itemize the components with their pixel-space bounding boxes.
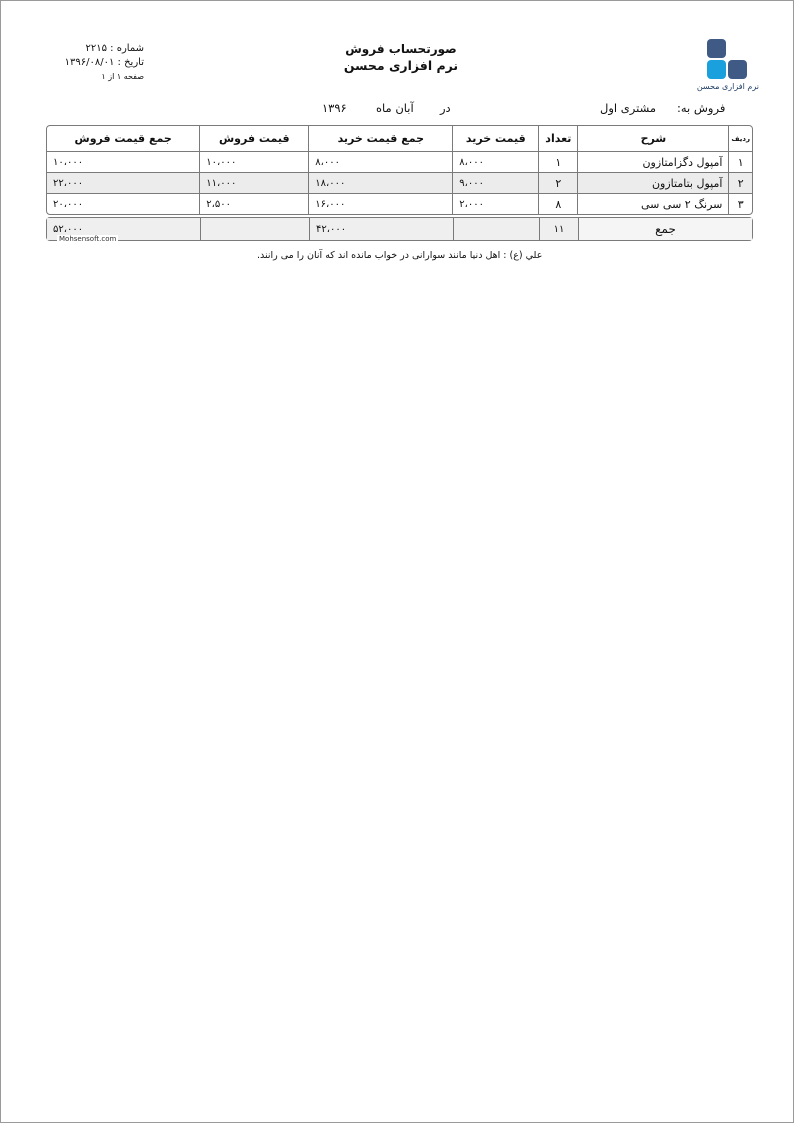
watermark: Mohsensoft.com	[59, 235, 117, 243]
totals-qty: ۱۱	[539, 218, 578, 240]
cell-desc: آمپول دگزامتازون	[577, 152, 728, 173]
col-header-row: ردیف	[728, 126, 752, 152]
cell-total-buy: ۱۸،۰۰۰	[308, 173, 452, 194]
col-header-total-buy: جمع قیمت خرید	[308, 126, 452, 152]
company-logo	[696, 39, 759, 93]
in-label: در	[440, 101, 451, 115]
totals-buy-price-empty	[453, 218, 539, 240]
totals-label: جمع	[578, 218, 752, 240]
invoice-title: صورتحساب فروش	[345, 42, 457, 56]
invoice-table	[46, 125, 753, 215]
totals-total-sell: ۵۲،۰۰۰	[47, 218, 200, 240]
totals-sell-price-empty	[200, 218, 309, 240]
cell-qty: ۱	[538, 152, 577, 173]
cell-desc: سرنگ ۲ سی سی	[577, 194, 728, 214]
cell-row: ۱	[728, 152, 752, 173]
cell-qty: ۲	[538, 173, 577, 194]
footer-quote: علي (ع) : اهل دنیا مانند سوارانی در خواب مانده اند که آنان را می رانند.	[257, 250, 543, 261]
totals-row	[47, 218, 752, 240]
cell-total-buy: ۸،۰۰۰	[308, 152, 452, 173]
sold-to-label: فروش به:	[677, 101, 726, 115]
invoice-meta	[49, 42, 144, 84]
invoice-date: تاریخ : ۱۳۹۶/۰۸/۰۱	[64, 57, 144, 68]
col-header-sell-price: قیمت فروش	[199, 126, 308, 152]
table-row	[47, 173, 752, 194]
cell-sell-price: ۱۰،۰۰۰	[199, 152, 308, 173]
table-row	[47, 152, 752, 173]
cell-qty: ۸	[538, 194, 577, 214]
totals-table	[46, 217, 753, 241]
page-indicator: صفحه ۱ از ۱	[101, 72, 144, 81]
invoice-number: شماره : ۲۲۱۵	[85, 43, 144, 54]
cell-desc: آمپول بتامتازون	[577, 173, 728, 194]
col-header-total-sell: جمع قیمت فروش	[47, 126, 199, 152]
cell-total-sell: ۱۰،۰۰۰	[47, 152, 199, 173]
col-header-desc: شرح	[577, 126, 728, 152]
totals-total-buy: ۴۲،۰۰۰	[309, 218, 453, 240]
customer-name: مشتری اول	[600, 101, 656, 115]
cell-sell-price: ۲،۵۰۰	[199, 194, 308, 214]
cell-buy-price: ۹،۰۰۰	[452, 173, 538, 194]
invoice-title-block	[291, 41, 511, 74]
cell-total-sell: ۲۲،۰۰۰	[47, 173, 199, 194]
cell-total-sell: ۲۰،۰۰۰	[53, 198, 84, 210]
table-header-row	[47, 126, 752, 152]
cell-buy-price: ۲،۰۰۰	[452, 194, 538, 214]
cell-row: ۲	[728, 173, 752, 194]
cell-sell-price: ۱۱،۰۰۰	[199, 173, 308, 194]
col-header-qty: تعداد	[538, 126, 577, 152]
invoice-month: آبان ماه	[376, 101, 414, 115]
cell-row: ۳	[728, 194, 752, 214]
invoice-year: ۱۳۹۶	[322, 101, 347, 115]
company-name: نرم افزاری محسن	[343, 58, 459, 73]
logo-caption: نرم افزاری محسن	[696, 82, 759, 91]
table-row	[47, 194, 752, 214]
cell-total-buy: ۱۶،۰۰۰	[308, 194, 452, 214]
col-header-buy-price: قیمت خرید	[452, 126, 538, 152]
cell-buy-price: ۸،۰۰۰	[452, 152, 538, 173]
